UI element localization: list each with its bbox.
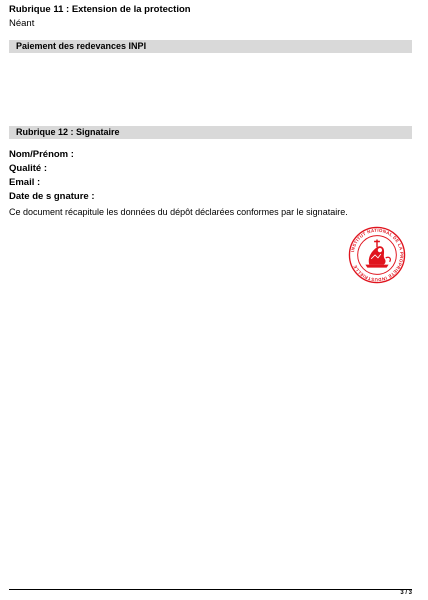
footer-rule bbox=[9, 589, 412, 590]
field-email: Email : bbox=[9, 177, 41, 188]
paiement-section-header bbox=[9, 40, 412, 53]
svg-text:INSTITUT NATIONAL DE LA PROPRI: INSTITUT NATIONAL DE LA PROPRIETE INDUSTRIELLE bbox=[350, 227, 405, 283]
rubrique-12-title: Rubrique 12 : Signataire bbox=[16, 127, 120, 137]
inpi-seal-stamp bbox=[348, 226, 406, 284]
field-nom-prenom: Nom/Prénom : bbox=[9, 149, 74, 160]
rubrique-12-section-header bbox=[9, 126, 412, 139]
rubrique-11-value: Néant bbox=[9, 18, 35, 29]
signataire-statement: Ce document récapitule les données du dépôt déclarées conformes par le signataire. bbox=[9, 207, 348, 217]
rubrique-11-title: Rubrique 11 : Extension de la protection bbox=[9, 4, 191, 15]
page-number: 3 / 3 bbox=[400, 590, 412, 596]
field-date-signature: Date de s gnature : bbox=[9, 191, 95, 202]
field-qualite: Qualité : bbox=[9, 163, 48, 174]
paiement-section-title: Paiement des redevances INPI bbox=[16, 41, 147, 51]
